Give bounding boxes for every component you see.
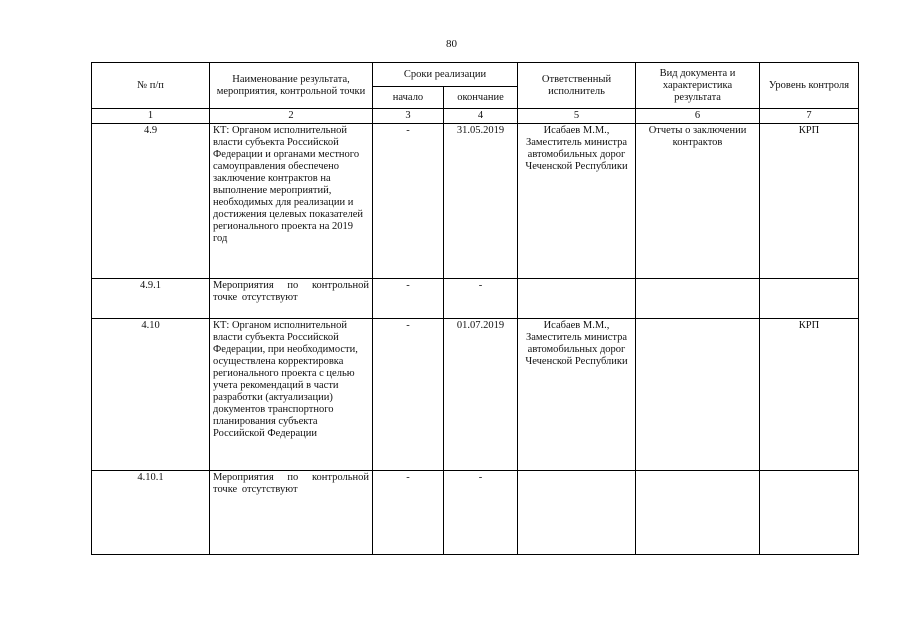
row-end: 01.07.2019	[444, 319, 518, 471]
row-control-level: КРП	[760, 124, 859, 279]
row-responsible: Исабаев М.М., Заместитель министра автомобильных дорог Чеченской Республики	[518, 124, 636, 279]
control-points-table	[91, 62, 859, 555]
row-control-level: КРП	[760, 319, 859, 471]
table-row	[92, 471, 859, 555]
row-end: -	[444, 471, 518, 555]
row-end: -	[444, 279, 518, 319]
header-terms: Сроки реализации	[373, 63, 518, 87]
row-start: -	[373, 279, 444, 319]
row-control-level	[760, 279, 859, 319]
row-end: 31.05.2019	[444, 124, 518, 279]
page-number: 80	[446, 38, 457, 50]
row-doc-type	[636, 319, 760, 471]
row-name: Мероприятия по контрольной точке отсутствуют	[210, 279, 373, 319]
row-name: Мероприятия по контрольной точке отсутствуют	[210, 471, 373, 555]
row-doc-type: Отчеты о заключении контрактов	[636, 124, 760, 279]
row-responsible: Исабаев М.М., Заместитель министра автомобильных дорог Чеченской Республики	[518, 319, 636, 471]
header-name: Наименование результата, мероприятия, контрольной точки	[210, 63, 373, 109]
header-control-level: Уровень контроля	[760, 63, 859, 109]
column-number: 7	[760, 109, 859, 124]
column-number: 2	[210, 109, 373, 124]
row-num: 4.10.1	[92, 471, 210, 555]
row-name: КТ: Органом исполнительной власти субъекта Российской Федерации, при необходимости, осуществлена корректировка регионального проекта с целью учета рекомендаций в части разработки (актуализации) документов транспортного планирования субъекта Российской Федерации	[210, 319, 373, 471]
table-row	[92, 279, 859, 319]
row-control-level	[760, 471, 859, 555]
row-doc-type	[636, 471, 760, 555]
row-responsible	[518, 471, 636, 555]
table-row	[92, 319, 859, 471]
column-number: 1	[92, 109, 210, 124]
row-start: -	[373, 319, 444, 471]
row-start: -	[373, 471, 444, 555]
row-doc-type	[636, 279, 760, 319]
column-number: 4	[444, 109, 518, 124]
column-numbers-row	[92, 109, 859, 124]
header-num: № п/п	[92, 63, 210, 109]
table-row	[92, 124, 859, 279]
column-number: 5	[518, 109, 636, 124]
row-num: 4.9.1	[92, 279, 210, 319]
header-doc-type: Вид документа и характеристика результата	[636, 63, 760, 109]
column-number: 6	[636, 109, 760, 124]
row-name: КТ: Органом исполнительной власти субъекта Российской Федерации и органами местного самоуправления обеспечено заключение контрактов на выполнение мероприятий, необходимых для реализации и достижения целевых показателей регионального проекта на 2019 год	[210, 124, 373, 279]
header-end: окончание	[444, 87, 518, 109]
column-number: 3	[373, 109, 444, 124]
row-num: 4.9	[92, 124, 210, 279]
row-num: 4.10	[92, 319, 210, 471]
header-responsible: Ответственный исполнитель	[518, 63, 636, 109]
header-start: начало	[373, 87, 444, 109]
row-start: -	[373, 124, 444, 279]
row-responsible	[518, 279, 636, 319]
